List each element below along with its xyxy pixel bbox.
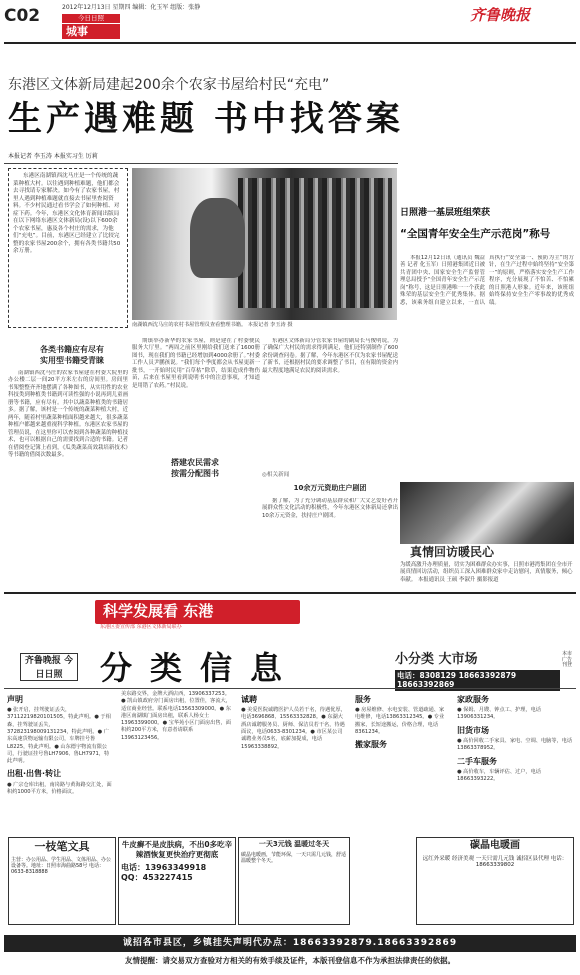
classified-logo: 齐鲁晚报 今日日照 xyxy=(20,653,78,681)
divider xyxy=(4,163,398,164)
subhead-1: 各类书籍应有尽有 实用型书籍受青睐 xyxy=(40,345,104,365)
ad-phone: 电话：13963349918 xyxy=(121,863,207,873)
photo-caption: 南湖镇西沈马庄的农村书屋管理员查看整理书籍。 本报记者 李玉涛 摄 xyxy=(132,322,293,328)
edition-meta: 2012年12月13日 星期四 编辑：化玉军 组版：张静 xyxy=(62,4,201,11)
ad-title: 碳晶电暖画 xyxy=(470,840,520,851)
ad-skin-clinic xyxy=(118,837,236,925)
right-body: 本报12月12日讯（通讯员 魏益善 记者 化玉军）日照港集团近日被共青团中央、国家安全生产监督管理总局授予“全国青年安全生产示范岗”称号，这是日照港唯一一个获此殊荣的基层安全生产优秀集体。据悉，该乘务组自建立以来，一直认真执行“安全第一、预防为主”的方针，在生产过程中始终坚持“安全第一”的原则，严格落实安全生产工作程序，充分展现了不怕苦、不怕累的日照港人形象。近年来，该班组始终保持安全生产零事故的优秀成绩。 xyxy=(400,255,574,306)
right-headline: “全国青年安全生产示范岗”称号 xyxy=(400,228,551,240)
ad-title: 牛皮癣不是皮肤病，不出0多吃辛辣酒恢复更快治疗更彻底 xyxy=(121,840,233,860)
person-graphic xyxy=(190,198,245,278)
ad-heater-2 xyxy=(416,837,574,925)
bookshelf-graphic xyxy=(238,178,392,308)
section-text: ● 高价回收二手家具、家电、空调、电脑等，电话13863378952。 xyxy=(457,737,573,752)
section-heading: 出租·出售·转让 xyxy=(7,769,62,779)
lead-subtitle: 东港区文体新局建起200余个农家书屋给村民“充电” xyxy=(8,77,330,93)
body-col-2: 期镇举办新华的农家书屋，则是建在了村委便民服务大厅里。“两周之前区里刚给我们送来了1600册图书，现在我们的书籍已经增加到4000余册了。”村委工作人员尹鹏孩说。“我们每个季度都会从书屋更新一批书，一开始时民用“百草枯”除草，结果造成作物伤苗，后来在书屋里看到说明书中的注意事项，才知道是用错了农药。”村民说。 xyxy=(132,338,260,389)
section-text: ● 高价收车，车辆评估、过户，电话18663393222。 xyxy=(457,768,541,782)
body-col-1: 南湖镇西沈马庄的农家书屋建在村委大院里的办公楼二层一间20平方米左右的房间里。房间里书架整整齐齐地摆满了各种图书，从实用性的农业科技类到种植类书籍到可读性强的小说再到儿童画册等书籍，应有尽有。其中以蔬菜种植类的书籍居多。据了解，该村是一个传统的蔬菜种植大村，近两年，随着村里蔬菜种植面积越来越大，很多蔬菜种植户都越来越重视科学种植。东港区农家书屋的管理员说，在这里你可以查阅到各种蔬菜的种植技术，也可以根据自己的需要找到合适的书籍。记者在借阅登记簿上看到，《瓜类蔬菜高效栽培新技术》等书籍的借阅次数最多。 xyxy=(8,370,128,458)
classified-title: 分类信息 xyxy=(100,649,301,687)
section-text: 美东路交界，金牌大酒店西，13906337253。● 凯山镇政府旁门面房出租，位置佳，客流大，适宜商业经营。联系电话13563309000。● 东港区南湖镇门面房出租，联系人杨女士13963399000。● 宝华苑小区门面房出售，面积约200平方米，有意者请联系13963123456。 xyxy=(121,691,231,741)
column-tag: 今日日照 xyxy=(62,14,120,23)
lead-photo xyxy=(132,168,397,320)
ad-title: 一枝笔文具 xyxy=(34,840,90,853)
section-text: ● 美爱医院诚聘医护人员若干名，待遇优厚，电话3696868、15563332828。● 东湖大酒店诚聘服务员、厨师、保洁员若干名，待遇面议，电话0633-8301234。● 市区某公司诚聘业务员5名，底薪加提成，电话15963338892。 xyxy=(241,707,346,750)
section-text: ● 保姆、月嫂、钟点工、护理，电话13906331234。 xyxy=(457,707,541,721)
ad-body: 远红外采暖 经济美观 一天只需几元钱 诚招区县代理 电话：18663339802 xyxy=(422,855,568,869)
right-photo-headline: 真情回访暖民心 xyxy=(410,545,495,559)
related-news-label: ◎相关新闻 xyxy=(262,472,290,478)
lead-byline: 本报记者 李玉涛 本报实习生 厉莉 xyxy=(8,153,98,160)
section-heading: 诚聘 xyxy=(241,695,257,704)
footer-notice: 诚招各市县区，乡镇挂失声明代办点：18663392879.18663392869 xyxy=(4,935,576,952)
page-number: C02 xyxy=(4,6,41,26)
section-heading: 服务 xyxy=(355,695,371,704)
section-text: ● 广宗仓库出租，南岗路与黄海路交汇处，面积约1000平方米，价格面议。 xyxy=(7,781,112,795)
section-label: 城事 xyxy=(62,24,120,39)
right-photo-caption: 为缓高激升办理质量，切实为困难群众办实事，日照市港湾集团在全市开展真情回访活动，组织员工深入困难群众家中走访慰问，真情服务，倾心奉献。 本报通讯员 王硕 李淑升 摄影报道 xyxy=(400,562,573,583)
body-col-4: 据了解，为了充分调动基层群众和广大文艺爱好者开展群众性文化活动的积极性，今年东港区文体新局还拿出10余万元资金，扶持庄户剧团。 xyxy=(262,498,398,519)
ad-stationery xyxy=(8,837,116,925)
section-text: ● 房屋维修、水电安装、管道疏通、家电维修，电话13863312345。● 专业搬家，长短途搬运，价格合理，电话8361234。 xyxy=(355,707,445,736)
ad-heater-1 xyxy=(238,837,350,925)
subhead-2: 搭建农民需求 按需分配图书 xyxy=(150,458,240,480)
body-col-3: 东港区文体新局分管农家书屋的副局长马俊明说，为了确保广大村民的需求得到满足，他们还特别制作了600余份调查问卷。据了解，今年东港区不仅为农家书屋配送了新书，还根据村民的要求调整了书目，在有限的资金内最大程度地满足农民的阅读需求。 xyxy=(262,338,398,374)
lead-summary-box: 东港区南湖镇西沈马庄是一个传统的蔬菜种植大村。以往遇到种植难题，他们都会去寻找请专家解决。如今有了农家书屋，村里人遇到种植难题就直接去书屋里查阅资料。不少村民通过看书学会了如何种植、对症下药。今年，东港区文化体育新闻出版局在以下网络东港区文体新局(设)以下600余个农家书屋，惠及各个村庄的需求，为他们“充电”。目前，东港区已经建立了比较完整的农家书屋200余个，拥有各类书籍共50余万册。 xyxy=(8,168,128,328)
ad-body: 碳晶电暖画，节能环保，一天只需几元钱，舒适温暖整个冬天。 xyxy=(241,851,347,864)
ad-title: 一天3元钱 温暖过冬天 xyxy=(258,840,330,848)
section-heading: 旧货市场 xyxy=(457,725,489,735)
section-text: ● 张开启，挂驾驶证丢失，37112219820101505，特此声明。● 于相森，挂驾驶证丢失，372823198009131234，特此声明。● 广东高速货物运输有限公司，车牌挂号鲁L8225，特此声明。● 山东德宇物流有限公司，行驶证挂号鲁LH7906、鲁LH7971，特此声明。 xyxy=(7,707,111,765)
banner-sub: 东港区委宣传部 东港区文体新局联办 xyxy=(100,624,182,630)
classified-phones: 电话：8308129 18663392879 18663392869 xyxy=(395,670,560,691)
banner-rule xyxy=(4,592,576,594)
related-headline: 10余万元资助庄户剧团 xyxy=(293,484,367,492)
section-heading: 家政服务 xyxy=(457,695,489,704)
section-heading: 搬家服务 xyxy=(355,740,387,750)
section-heading: 声明 xyxy=(7,695,23,704)
banner: 科学发展看 东港 xyxy=(95,600,300,624)
right-photo xyxy=(400,482,574,544)
header-rule xyxy=(4,42,576,44)
lead-headline: 生产遇难题 书中找答案 xyxy=(8,99,404,139)
right-title: 日照港一基层班组荣获 xyxy=(400,208,491,218)
footer-disclaimer: 友情提醒：请交易双方查验对方相关的有效手续及证件，本版刊登信息不作为承担法律责任的依据。 xyxy=(125,956,455,965)
classified-side-label: 本市广告刊登 xyxy=(562,651,573,668)
ad-qq: QQ：453227415 xyxy=(121,873,193,883)
section-heading: 二手车服务 xyxy=(457,756,497,766)
classified-slogan: 小分类 大市场 xyxy=(395,652,478,667)
ad-body: 主营：办公用品、学生用品、文体用品、办公设备等。地址：日照市海曲路58号 电话：0633-8318888 xyxy=(11,856,112,876)
masthead-logo: 齐鲁晚报 xyxy=(470,6,531,24)
classified-grid xyxy=(4,688,576,928)
